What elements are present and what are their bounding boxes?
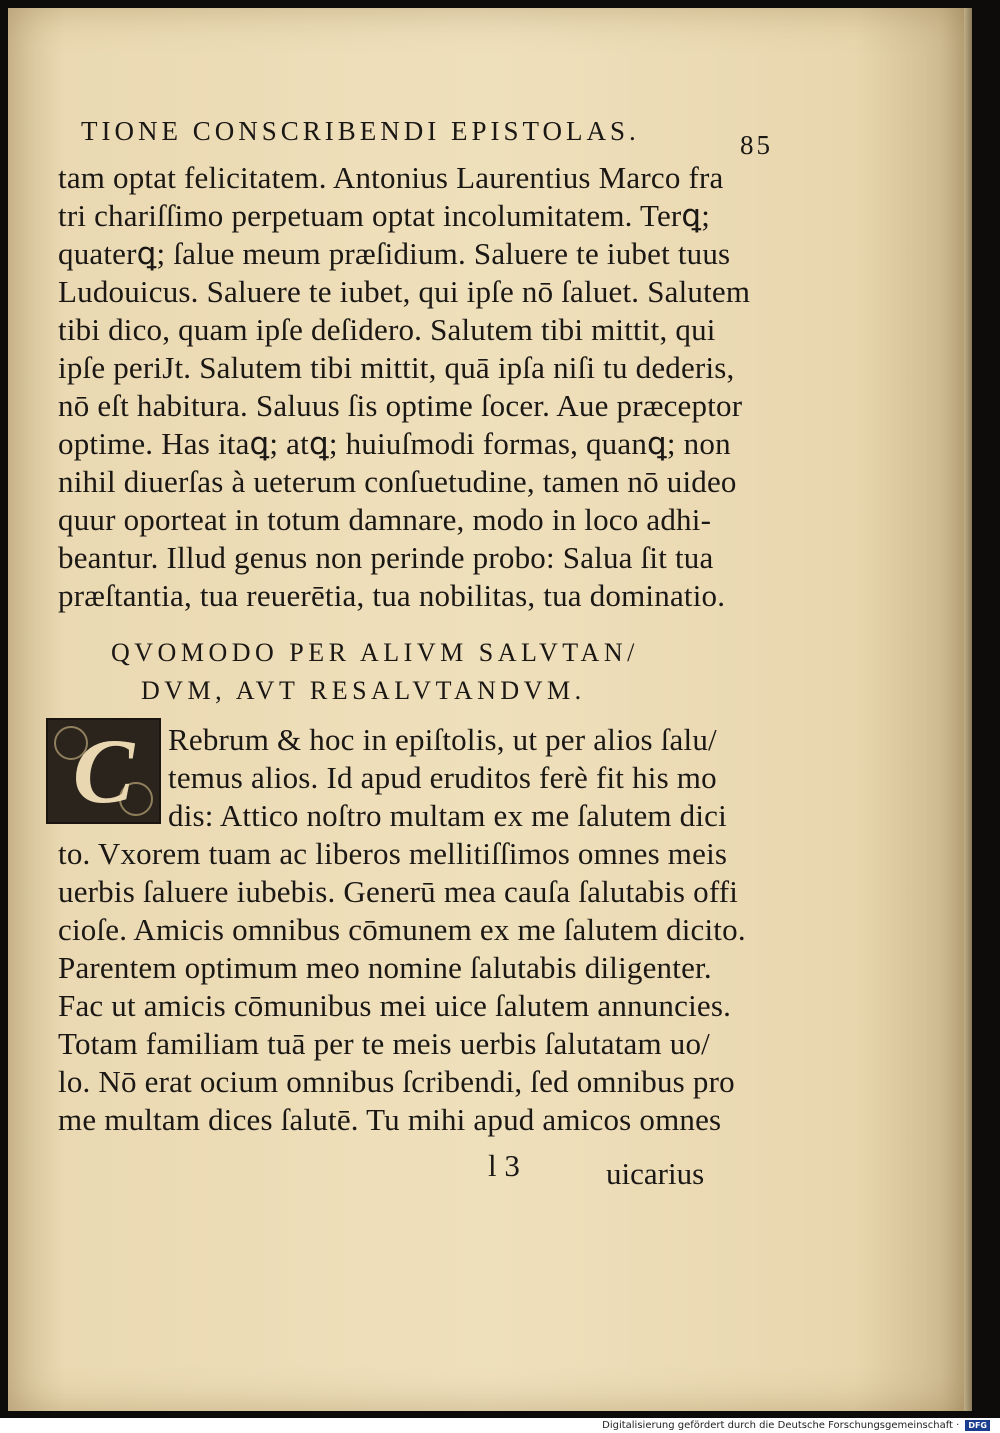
text-line: tibi dico, quam ipſe deſidero. Salutem tibi mittit, qui: [58, 312, 716, 347]
text-line: ipſe periJt. Salutem tibi mittit, quā ipſa niſi tu dederis,: [58, 350, 735, 385]
text-line: quur oporteat in totum damnare, modo in loco adhi-: [58, 502, 712, 537]
text-line: beantur. Illud genus non perinde probo: Salua ſit tua: [58, 540, 714, 575]
text-line: quaterꝗ; ſalue meum præſidium. Saluere te iubet tuus: [58, 236, 731, 271]
text-line: to. Vxorem tuam ac liberos mellitiſſimos omnes meis: [58, 836, 728, 871]
initial-letter: C: [72, 720, 135, 822]
funding-credit: Digitalisierung gefördert durch die Deutsche Forschungsgemeinschaft ·: [602, 1420, 960, 1431]
text-line: lo. Nō erat ocium omnibus ſcribendi, ſed omnibus pro: [58, 1064, 735, 1099]
text-line: temus alios. Id apud eruditos ferè fit his mo: [168, 760, 717, 795]
text-line: nō eſt habitura. Saluus ſis optime ſocer. Aue præceptor: [58, 388, 743, 423]
catchword: uicarius: [606, 1156, 705, 1191]
text-line: Parentem optimum meo nomine ſalutabis diligenter.: [58, 950, 712, 985]
text-line: præſtantia, tua reuerētia, tua nobilitas, tua dominatio.: [58, 578, 726, 613]
text-line: me multam dices ſalutē. Tu mihi apud amicos omnes: [58, 1102, 722, 1137]
book-page: [8, 8, 970, 1411]
running-head: TIONE CONSCRIBENDI EPISTOLAS.: [81, 116, 640, 146]
text-line: Ludouicus. Saluere te iubet, qui ipſe nō ſaluet. Salutem: [58, 274, 751, 309]
text-line: Rebrum & hoc in epiſtolis, ut per alios ſalu/: [168, 722, 717, 757]
text-line: Totam familiam tuā per te meis uerbis ſalutatam uo/: [58, 1026, 710, 1061]
page-edge: [964, 8, 972, 1411]
text-line: tam optat felicitatem. Antonius Laurentius Marco fra: [58, 160, 724, 195]
signature-mark: l 3: [488, 1148, 520, 1183]
section-heading: QVOMODO PER ALIVM SALVTAN/: [111, 638, 639, 667]
text-line: Fac ut amicis cōmunibus mei uice ſalutem annuncies.: [58, 988, 732, 1023]
decorated-initial: [46, 718, 161, 824]
text-line: cioſe. Amicis omnibus cōmunem ex me ſalutem dicito.: [58, 912, 746, 947]
dfg-logo[interactable]: DFG: [965, 1420, 990, 1431]
section-heading: DVM, AVT RESALVTANDVM.: [141, 676, 586, 705]
text-line: nihil diuerſas à ueterum conſuetudine, tamen nō uideo: [58, 464, 737, 499]
footer-bar: [0, 1418, 1000, 1433]
text-line: optime. Has itaꝗ; atꝗ; huiuſmodi formas, quanꝗ; non: [58, 426, 731, 461]
text-line: uerbis ſaluere iubebis. Generū mea cauſa ſalutabis offi: [58, 874, 739, 909]
text-line: dis: Attico noſtro multam ex me ſalutem dici: [168, 798, 727, 833]
folio-number: 85: [740, 130, 773, 160]
text-line: tri chariſſimo perpetuam optat incolumitatem. Terꝗ;: [58, 198, 711, 233]
